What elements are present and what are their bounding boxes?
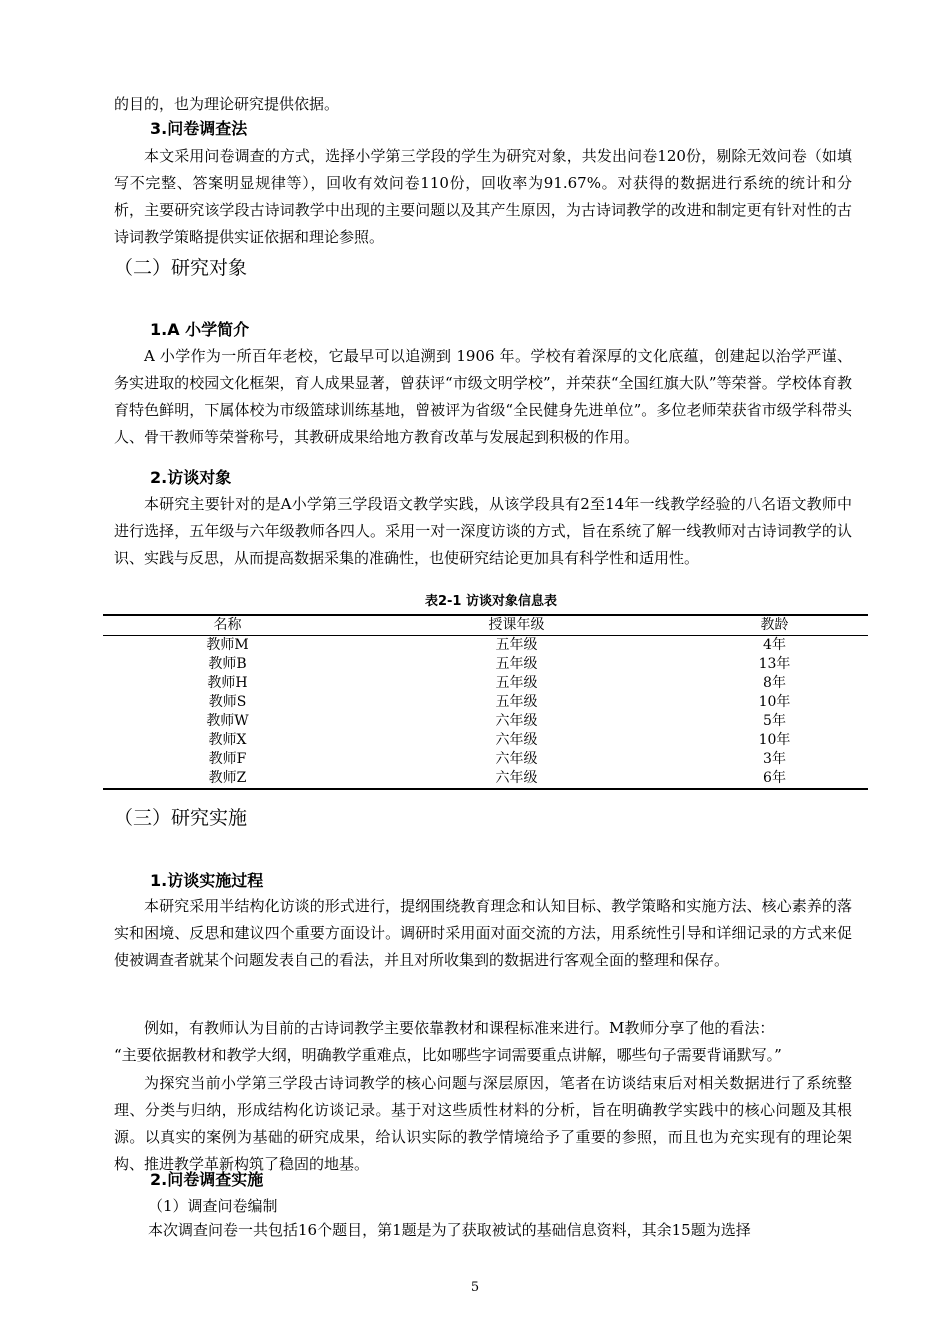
- cell-name: 教师X: [208, 732, 247, 748]
- cell-name: 教师S: [208, 694, 247, 710]
- table-row: [103, 769, 868, 789]
- column-header-years: 教龄: [681, 615, 868, 636]
- cell-grade: 六年级: [495, 713, 538, 729]
- cell-name: 教师W: [206, 713, 249, 729]
- questionnaire-design-paragraph: 本次调查问卷一共包括16个题目，第1题是为了获取被试的基础信息资料，其余15题为选择: [148, 1221, 751, 1239]
- interview-process-heading: 1.访谈实施过程: [150, 871, 264, 890]
- questionnaire-implementation-heading: 2.问卷调查实施: [150, 1170, 264, 1189]
- cell-years: 4年: [763, 637, 786, 653]
- intro-line: 的目的，也为理论研究提供依据。: [114, 95, 340, 113]
- page-number: 5: [470, 1280, 480, 1295]
- cell-years: 6年: [681, 769, 868, 789]
- cell-name: 教师F: [208, 751, 247, 767]
- table-row: [103, 731, 868, 750]
- column-header-name: 名称: [103, 615, 352, 636]
- cell-name: 教师B: [208, 656, 247, 672]
- cell-grade: 六年级: [495, 751, 538, 767]
- teacher-quote: “主要依据教材和教学大纲，明确教学重难点，比如哪些字词需要重点讲解，哪些句子需要背诵默写。”: [114, 1046, 782, 1064]
- table-header-row: [103, 615, 868, 636]
- table-row: [103, 636, 868, 656]
- cell-grade: 五年级: [495, 637, 538, 653]
- cell-name: 教师Z: [103, 769, 352, 789]
- cell-grade: 六年级: [352, 769, 681, 789]
- cell-years: 3年: [763, 751, 786, 767]
- questionnaire-method-paragraph: 本文采用问卷调查的方式，选择小学第三学段的学生为研究对象，共发出问卷120份，剔除无效问卷（如填写不完整、答案明显规律等），回收有效问卷110份，回收率为91.67%。对获得的数据进行系统的统计和分析，主要研究该学段古诗词教学中出现的主要问题以及其产生原因，为古诗词教学的改进和制定更有针对性的古诗词教学策略提供实证依据和理论参照。: [114, 147, 852, 246]
- interviewees-paragraph: 本研究主要针对的是A小学第三学段语文教学实践，从该学段具有2至14年一线教学经验的八名语文教师中进行选择，五年级与六年级教师各四人。采用一对一深度访谈的方式，旨在系统了解一线教师对古诗词教学的认识、实践与反思，从而提高数据采集的准确性，也使研究结论更加具有科学性和适用性。: [114, 495, 852, 567]
- column-header-grade: 授课年级: [352, 615, 681, 636]
- questionnaire-method-heading: 3.问卷调查法: [150, 119, 248, 138]
- cell-years: 8年: [763, 675, 786, 691]
- table-caption: 表2-1 访谈对象信息表: [424, 594, 557, 609]
- cell-years: 10年: [758, 732, 791, 748]
- interviewees-heading: 2.访谈对象: [150, 468, 232, 487]
- section-implementation-title: （三）研究实施: [114, 807, 248, 829]
- example-paragraph: 例如，有教师认为目前的古诗词教学主要依靠教材和课程标准来进行。M教师分享了他的看法：: [144, 1019, 775, 1037]
- table-row: [103, 750, 868, 769]
- table-row: [103, 693, 868, 712]
- cell-name: 教师M: [206, 637, 249, 653]
- cell-grade: 六年级: [495, 732, 538, 748]
- table-row: [103, 674, 868, 693]
- school-intro-paragraph: A 小学作为一所百年老校，它最早可以追溯到 1906 年。学校有着深厚的文化底蕴，创建起以治学严谨、务实进取的校园文化框架，育人成果显著，曾获评“市级文明学校”，并荣获“全国红旗大队”等荣誉。学校体育教育特色鲜明，下属体校为市级篮球训练基地，曾被评为省级“全民健身先进单位”。多位老师荣获省市级学科带头人、骨干教师等荣誉称号，其教研成果给地方教育改革与发展起到积极的作用。: [114, 347, 852, 446]
- table-row: [103, 655, 868, 674]
- cell-grade: 五年级: [495, 656, 538, 672]
- cell-grade: 五年级: [495, 675, 538, 691]
- interviewee-info-table: [103, 614, 868, 790]
- section-research-subjects-title: （二）研究对象: [114, 257, 248, 279]
- questionnaire-design-subheading: （1）调查问卷编制: [148, 1197, 278, 1215]
- school-intro-heading: 1.A 小学简介: [150, 320, 250, 339]
- table-row: [103, 712, 868, 731]
- cell-grade: 五年级: [495, 694, 538, 710]
- cell-years: 13年: [758, 656, 791, 672]
- interview-process-paragraph: 本研究采用半结构化访谈的形式进行，提纲围绕教育理念和认知目标、教学策略和实施方法、核心素养的落实和困境、反思和建议四个重要方面设计。调研时采用面对面交流的方法，用系统性引导和详细记录的方式来促使被调查者就某个问题发表自己的看法，并且对所收集到的数据进行客观全面的整理和保存。: [114, 897, 852, 969]
- cell-years: 5年: [763, 713, 786, 729]
- analysis-paragraph: 为探究当前小学第三学段古诗词教学的核心问题与深层原因，笔者在访谈结束后对相关数据进行了系统整理、分类与归纳，形成结构化访谈记录。基于对这些质性材料的分析，旨在明确教学实践中的核心问题及其根源。以真实的案例为基础的研究成果，给认识实际的教学情境给予了重要的参照，而且也为充实现有的理论架构、推进教学革新构筑了稳固的地基。: [114, 1074, 852, 1173]
- cell-years: 10年: [758, 694, 791, 710]
- cell-name: 教师H: [207, 675, 248, 691]
